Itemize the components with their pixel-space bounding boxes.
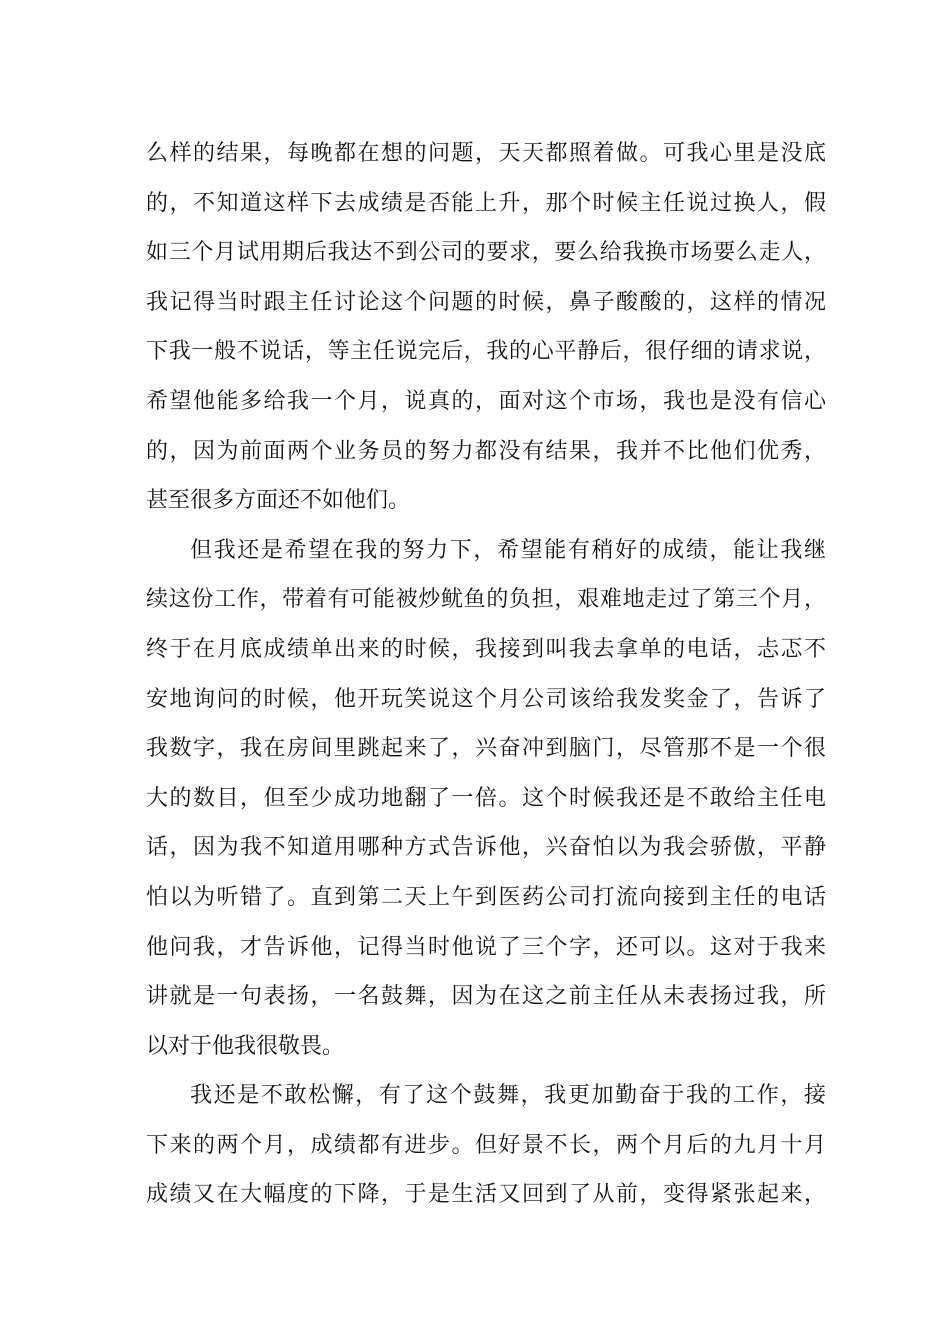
text-line: 续这份工作，带着有可能被炒鱿鱼的负担，艰难地走过了第三个月， — [146, 587, 826, 613]
text-line: 以对于他我很敬畏。 — [146, 1033, 345, 1059]
text-line: 甚至很多方面还不如他们。 — [146, 488, 411, 514]
text-line: 我记得当时跟主任讨论这个问题的时候，鼻子酸酸的，这样的情况 — [146, 289, 826, 315]
text-line: 下我一般不说话，等主任说完后，我的心平静后，很仔细的请求说， — [146, 339, 826, 365]
document-body — [146, 129, 826, 1220]
text-line: 但我还是希望在我的努力下，希望能有稍好的成绩，能让我继 — [190, 537, 826, 563]
paragraph-2 — [146, 526, 826, 1072]
text-line: 安地询问的时候，他开玩笑说这个月公司该给我发奖金了，告诉了 — [146, 686, 826, 712]
text-line: 大的数目，但至少成功地翻了一倍。这个时候我还是不敢给主任电 — [146, 785, 826, 811]
text-line: 他问我，才告诉他，记得当时他说了三个字，还可以。这对于我来 — [146, 934, 826, 960]
text-line: 如三个月试用期后我达不到公司的要求，要么给我换市场要么走人， — [146, 240, 826, 266]
text-line: 讲就是一句表扬，一名鼓舞，因为在这之前主任从未表扬过我，所 — [146, 984, 826, 1010]
text-line: 的，不知道这样下去成绩是否能上升，那个时候主任说过换人，假 — [146, 190, 826, 216]
paragraph-3 — [146, 1071, 826, 1220]
text-line: 希望他能多给我一个月，说真的，面对这个市场，我也是没有信心 — [146, 388, 826, 414]
text-line: 下来的两个月，成绩都有进步。但好景不长，两个月后的九月十月 — [146, 1132, 826, 1158]
text-line: 话，因为我不知道用哪种方式告诉他，兴奋怕以为我会骄傲，平静 — [146, 835, 826, 861]
text-line: 的，因为前面两个业务员的努力都没有结果，我并不比他们优秀， — [146, 438, 826, 464]
text-line: 我数字，我在房间里跳起来了，兴奋冲到脑门，尽管那不是一个很 — [146, 736, 826, 762]
paragraph-1 — [146, 129, 826, 526]
text-line: 么样的结果，每晚都在想的问题，天天都照着做。可我心里是没底 — [146, 141, 826, 166]
text-line: 成绩又在大幅度的下降，于是生活又回到了从前，变得紧张起来， — [146, 1182, 826, 1208]
text-line: 终于在月底成绩单出来的时候，我接到叫我去拿单的电话，忐忑不 — [146, 636, 826, 662]
text-line: 我还是不敢松懈，有了这个鼓舞，我更加勤奋于我的工作，接 — [190, 1083, 826, 1109]
text-line: 怕以为听错了。直到第二天上午到医药公司打流向接到主任的电话 — [146, 884, 826, 910]
